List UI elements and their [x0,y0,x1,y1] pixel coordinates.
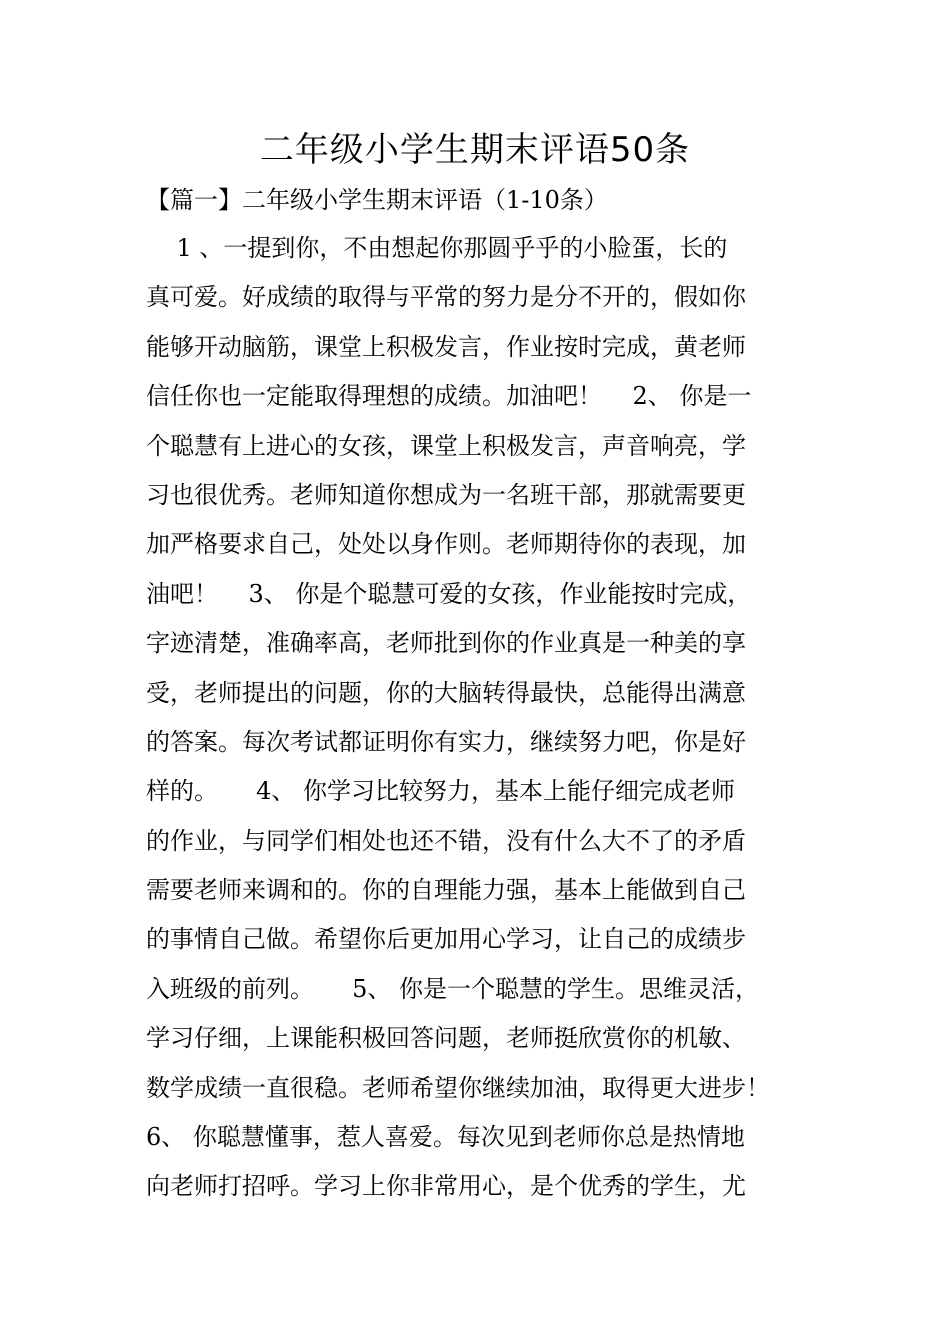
text-line: 需要老师来调和的。你的自理能力强，基本上能做到自己 [146,876,746,905]
text-line: 受，老师提出的问题，你的大脑转得最快，总能得出满意 [146,678,746,707]
text-line: 习也很优秀。老师知道你想成为一名班干部，那就需要更 [146,480,746,509]
text-line: 能够开动脑筋，课堂上积极发言，作业按时完成，黄老师 [146,332,746,361]
text-line: 1 、一提到你，不由想起你那圆乎乎的小脸蛋，长的 [146,234,728,262]
section-heading: 【篇一】二年级小学生期末评语（1-10条） [146,186,608,214]
text-line: 学习仔细，上课能积极回答问题，老师挺欣赏你的机敏、 [146,1024,746,1053]
text-line: 入班级的前列。 5、 你是一个聪慧的学生。思维灵活， [146,974,760,1003]
text-line: 油吧！ 3、 你是个聪慧可爱的女孩，作业能按时完成， [146,579,752,608]
text-line: 真可爱。好成绩的取得与平常的努力是分不开的，假如你 [146,283,746,312]
text-line: 信任你也一定能取得理想的成绩。加油吧！ 2、 你是一 [146,382,752,411]
text-line: 样的。 4、 你学习比较努力，基本上能仔细完成老师 [146,777,736,806]
text-line: 数学成绩一直很稳。老师希望你继续加油，取得更大进步！ [146,1073,770,1102]
text-line: 的作业，与同学们相处也还不错，没有什么大不了的矛盾 [146,826,746,855]
document-title: 二年级小学生期末评语50条 [259,130,691,170]
text-line: 字迹清楚，准确率高，老师批到你的作业真是一种美的享 [146,629,746,658]
text-line: 的答案。每次考试都证明你有实力，继续努力吧，你是好 [146,727,746,756]
body-text [146,228,826,1216]
text-line: 向老师打招呼。学习上你非常用心，是个优秀的学生，尤 [146,1172,746,1201]
text-line: 6、 你聪慧懂事，惹人喜爱。每次见到老师你总是热情地 [146,1123,745,1152]
text-line: 个聪慧有上进心的女孩，课堂上积极发言，声音响亮，学 [146,431,746,460]
text-line: 的事情自己做。希望你后更加用心学习，让自己的成绩步 [146,925,746,954]
text-line: 加严格要求自己，处处以身作则。老师期待你的表现，加 [146,530,746,559]
